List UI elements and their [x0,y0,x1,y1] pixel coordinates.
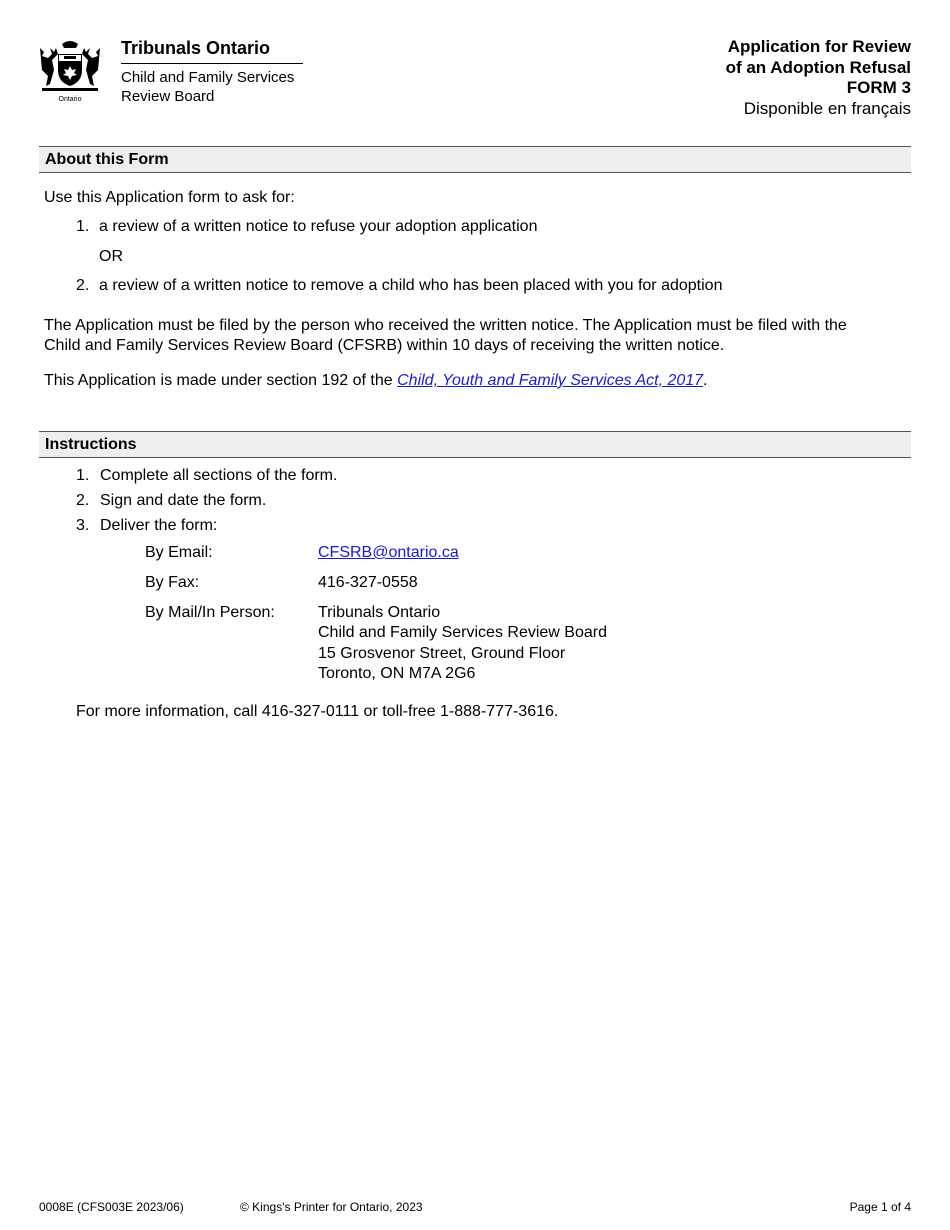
more-info-text: For more information, call 416-327-0111 or toll-free 1-888-777-3616. [76,703,559,720]
filing-paragraph-line1: The Application must be filed by the person who received the written notice. The Application must be filed with the [44,317,847,334]
fax-label: By Fax: [145,574,200,591]
about-item-2-number: 2. [76,277,90,294]
ontario-coat-of-arms-logo [38,38,102,104]
about-or-text: OR [99,248,123,265]
about-item-1-number: 1. [76,218,90,235]
email-label: By Email: [145,544,213,561]
french-availability-note: Disponible en français [743,98,911,118]
board-name-line2: Review Board [121,88,215,105]
legal-basis-paragraph [44,371,708,391]
legal-basis-prefix: This Application is made under section 192 of the [44,372,398,389]
instruction-step-3-number: 3. [76,517,90,534]
board-name-line1: Child and Family Services [121,69,295,86]
form-title-line1: Application for Review [727,37,911,56]
form-title-line2: of an Adoption Refusal [725,57,911,77]
mail-address-line2: Child and Family Services Review Board [318,624,607,641]
about-section-heading: About this Form [39,146,911,173]
instruction-step-2-number: 2. [76,492,90,509]
mail-label: By Mail/In Person: [145,604,275,621]
filing-paragraph-line2: Child and Family Services Review Board (CFSRB) within 10 days of receiving the written notice. [44,337,725,354]
email-link[interactable]: CFSRB@ontario.ca [318,544,459,561]
about-item-2-text: a review of a written notice to remove a child who has been placed with you for adoption [99,277,723,294]
fax-number: 416-327-0558 [318,574,418,591]
form-title-block [726,37,911,119]
instruction-step-3-text: Deliver the form: [100,517,218,534]
instruction-step-1-number: 1. [76,467,90,484]
mail-address-line1: Tribunals Ontario [318,604,441,621]
act-link[interactable]: Child, Youth and Family Services Act, 2017 [397,372,704,389]
mail-address-line4: Toronto, ON M7A 2G6 [318,665,476,682]
instruction-step-1-text: Complete all sections of the form. [100,467,338,484]
logo-caption: Ontario [58,96,82,103]
instruction-step-2-text: Sign and date the form. [100,492,267,509]
about-intro: Use this Application form to ask for: [44,189,295,206]
mail-address-line3: 15 Grosvenor Street, Ground Floor [318,645,566,662]
instructions-section-heading: Instructions [39,431,911,458]
organization-name: Tribunals Ontario [121,38,303,64]
legal-basis-suffix: . [703,372,708,389]
footer-copyright: © Kings's Printer for Ontario, 2023 [240,1200,423,1214]
about-item-1-text: a review of a written notice to refuse your adoption application [99,218,538,235]
footer-form-code: 0008E (CFS003E 2023/06) [39,1200,184,1214]
organization-block [121,38,303,106]
form-number: FORM 3 [846,78,911,97]
footer-page-number: Page 1 of 4 [849,1200,911,1214]
